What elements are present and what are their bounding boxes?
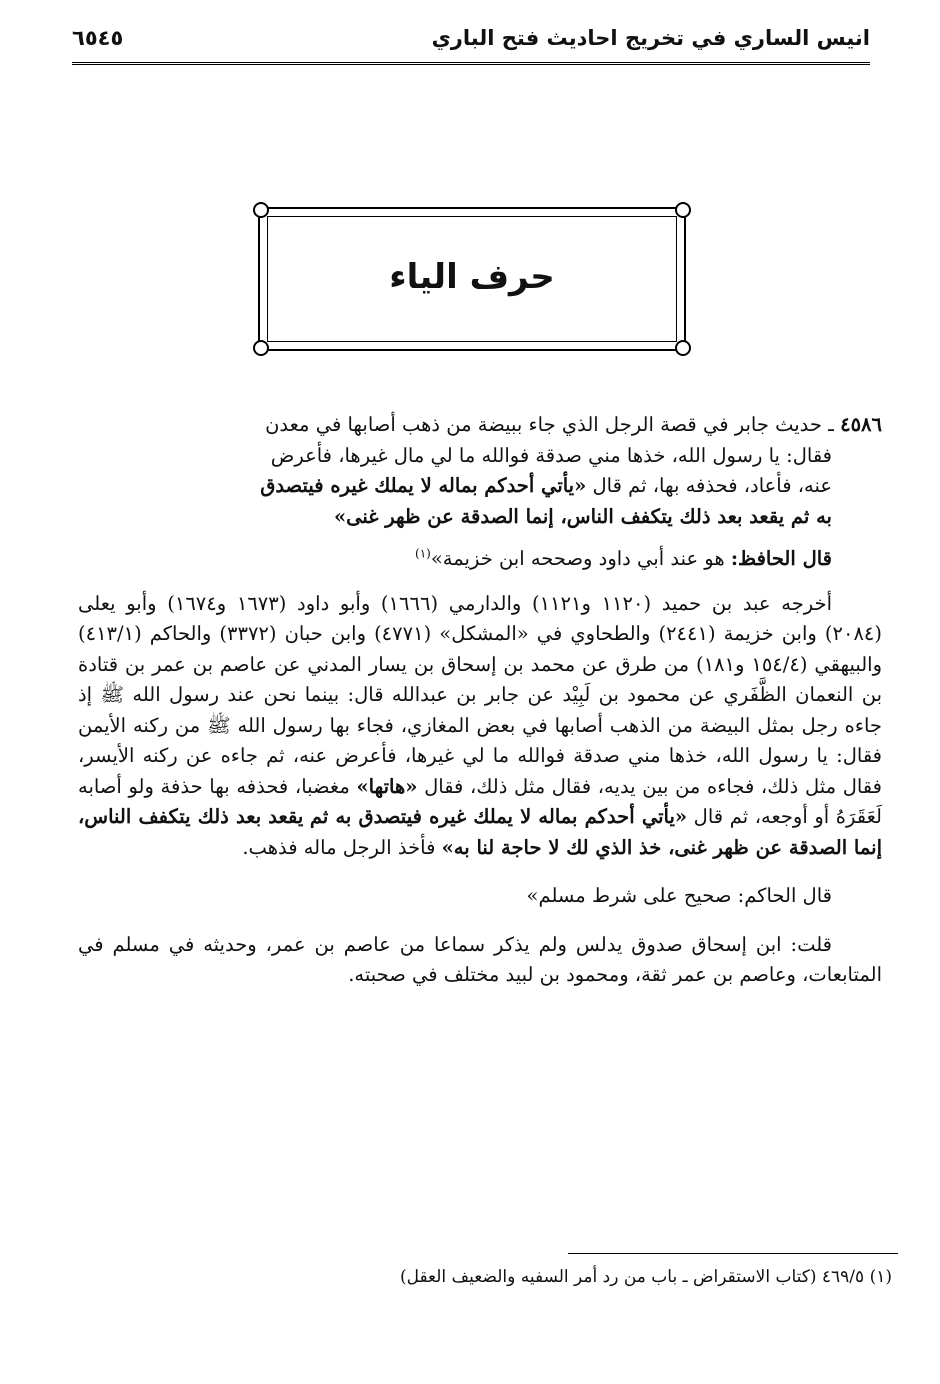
frame-ornament-icon [253, 340, 269, 356]
prophetic-text: «يأتي أحدكم بماله لا يملك غيره فيتصدق به ثم [309, 805, 688, 828]
entry-line: حديث جابر في قصة الرجل الذي جاء ببيضة من ذهب أصابها في معدن [265, 413, 822, 436]
takhrij-line: فقال مثل ذلك، فجاءه من بين يديه، فقال مثل ذلك، فقال [417, 774, 882, 798]
entry-line: عنه، فأعاد، فحذفه بها، ثم قال [586, 474, 832, 497]
prophetic-text: به ثم يقعد بعد ذلك يتكفف الناس، إنما الصدقة عن ظهر غنى» [333, 504, 832, 528]
takhrij-paragraph [78, 589, 882, 864]
takhrij-line: رسول الله، خذها مني صدقة فوالله ما لي غيرها، فأعرض عنه، ثم جاءه عن ركنه الأيسر، [78, 744, 809, 767]
hakim-remark: قال الحاكم: صحيح على شرط مسلم» [526, 884, 832, 907]
footnote: (١) ٤٦٩/٥ (كتاب الاستقراض ـ باب من رد أمر السفيه والضعيف العقل) [399, 1267, 892, 1287]
frame-ornament-icon [675, 340, 691, 356]
hadith-entry [78, 410, 882, 532]
takhrij-line: وابن حبان (٣٣٧٢) والحاكم (٤١٣/١) والبيهقي (١٥٤/٤ و١٨١) من طرق عن محمد بن [78, 622, 882, 676]
prophetic-text: «هاتها» [356, 774, 418, 798]
footnote-divider [568, 1253, 898, 1254]
page-number: ٦٥٤٥ [72, 26, 124, 50]
page-header [72, 22, 870, 65]
entry-dash: ـ [821, 413, 841, 436]
entry-line: فقال: يا رسول الله، خذها مني صدقة فوالله ما لي مال غيرها، فأعرض [270, 443, 832, 467]
comment-line: قلت: ابن إسحاق صدوق يدلس ولم يذكر سماعا من عاصم بن عمر، وحديثه في [168, 932, 832, 956]
hafiz-label: قال الحافظ: [730, 547, 832, 570]
main-text [78, 410, 882, 991]
section-title-frame [258, 207, 686, 351]
takhrij-line: أخرجه عبد بن حميد (١١٢٠ و١١٢١) والدارمي (١٦٦٦) وأبو داود (١٦٧٣ [236, 591, 832, 615]
takhrij-line: فأخذ الرجل ماله فذهب. [242, 835, 436, 859]
frame-ornament-icon [253, 202, 269, 218]
footnote-reference[interactable]: (١) [415, 546, 431, 561]
entry-number: ٤٥٨٦ [840, 413, 882, 436]
hafiz-text: هو عند أبي داود وصححه ابن خزيمة» [430, 547, 731, 570]
takhrij-line: إسحاق بن يسار المدني عن عاصم بن عمر بن قتادة بن النعمان الظَّفَري عن محمود بن لَبِيْد [78, 652, 882, 706]
frame-ornament-icon [675, 202, 691, 218]
author-comment [78, 930, 882, 991]
prophetic-text: يقعد بعد ذلك يتكفف الناس، إنما الصدقة عن ظهر غنى، خذ الذي لك لا حاجة لنا به» [78, 805, 882, 859]
prophetic-text: «يأتي أحدكم بماله لا يملك غيره فيتصدق [260, 474, 587, 497]
hafiz-remark [78, 544, 882, 575]
takhrij-line: الذهب أصابها في بعض المغازي، فجاء بها رسول الله ﷺ من ركنه الأيمن فقال: يا [78, 713, 882, 767]
takhrij-line: و١٦٧٤) وأبو يعلى (٢٠٨٤) وابن خزيمة (٢٤٤١) والطحاوي في «المشكل» (٤٧٧١) [78, 591, 883, 645]
takhrij-line: مغضبا، فحذفه بها [209, 774, 357, 798]
takhrij-line: عن جابر بن عبدالله قال: بينما نحن عند رسول الله ﷺ إذ جاءه رجل بمثل البيضة من [78, 683, 882, 737]
running-title: انيس الساري في تخريج احاديث فتح الباري [431, 26, 870, 50]
section-title: حرف الياء [389, 257, 555, 297]
comment-line: مسلم في المتابعات، وعاصم بن عمر ثقة، ومحمود بن لبيد مختلف في صحبته. [78, 932, 882, 986]
takhrij-line: حذفة ولو أصابه لَعَقَرَهُ أو أوجعه، ثم قال [78, 774, 882, 828]
